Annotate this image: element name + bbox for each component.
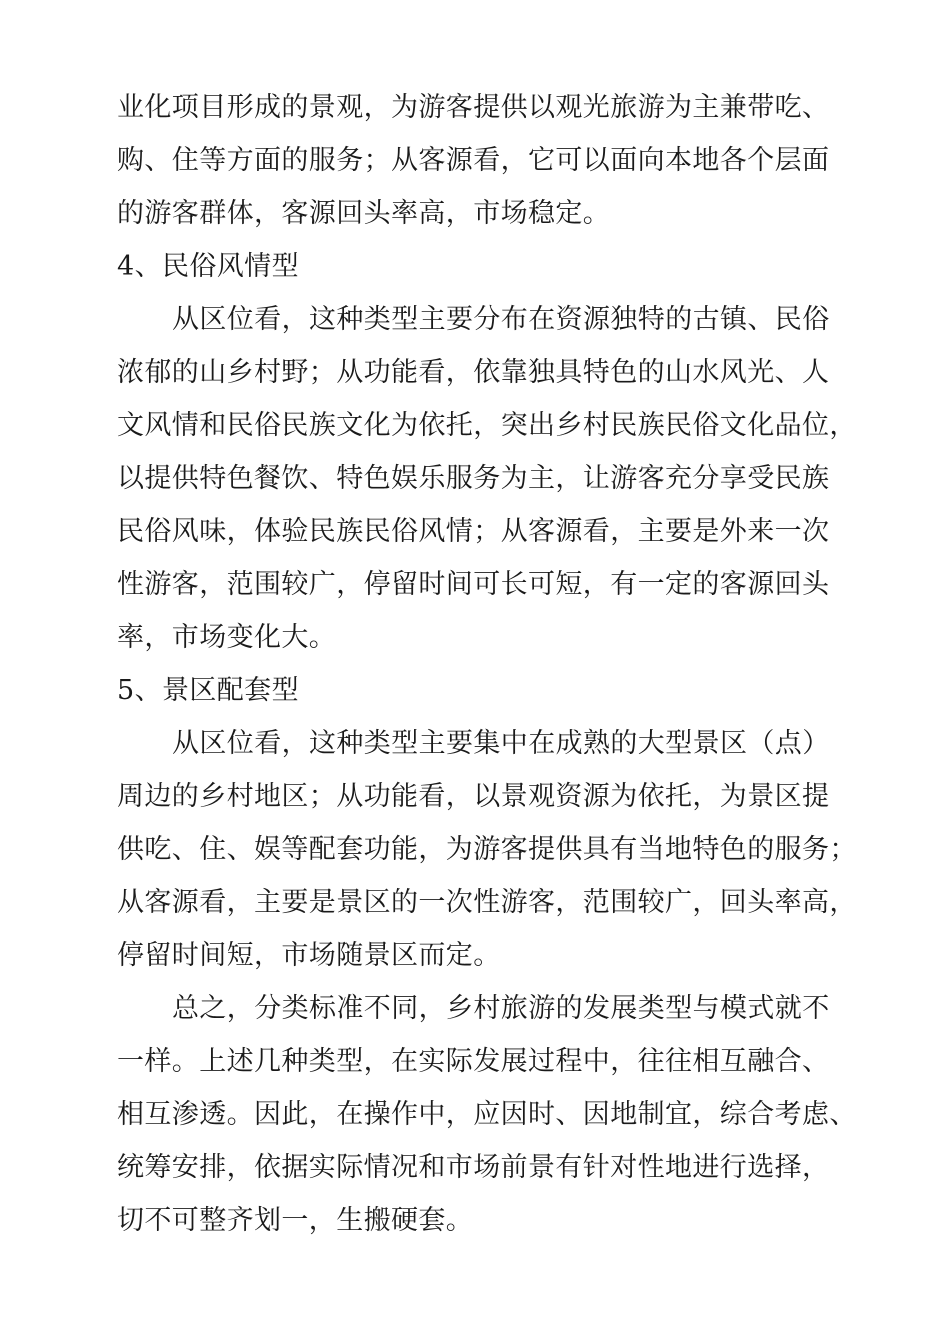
text-line: 购、住等方面的服务；从客源看，它可以面向本地各个层面	[117, 145, 830, 176]
text-line: 供吃、住、娱等配套功能，为游客提供具有当地特色的服务；	[117, 834, 857, 865]
text-line: 统筹安排，依据实际情况和市场前景有针对性地进行选择，	[117, 1152, 830, 1183]
text-line: 的游客群体，客源回头率高，市场稳定。	[117, 198, 611, 229]
text-line: 切不可整齐划一，生搬硬套。	[117, 1205, 474, 1236]
text-line: 浓郁的山乡村野；从功能看，依靠独具特色的山水风光、人	[117, 357, 830, 388]
text-line: 相互渗透。因此，在操作中，应因时、因地制宜，综合考虑、	[117, 1099, 857, 1130]
text-line: 性游客，范围较广，停留时间可长可短，有一定的客源回头	[117, 569, 830, 600]
text-line: 文风情和民俗民族文化为依托，突出乡村民族民俗文化品位，	[117, 410, 857, 441]
section-heading: 5、景区配套型	[117, 675, 299, 706]
text-line: 率，市场变化大。	[117, 622, 337, 653]
text-line: 一样。上述几种类型，在实际发展过程中，往往相互融合、	[117, 1046, 830, 1077]
text-line: 停留时间短，市场随景区而定。	[117, 940, 501, 971]
text-line: 从客源看，主要是景区的一次性游客，范围较广，回头率高，	[117, 887, 857, 918]
text-line: 民俗风味，体验民族民俗风情；从客源看，主要是外来一次	[117, 516, 830, 547]
text-line: 业化项目形成的景观，为游客提供以观光旅游为主兼带吃、	[117, 92, 830, 123]
paragraph-first-line: 从区位看，这种类型主要分布在资源独特的古镇、民俗	[172, 304, 830, 335]
text-line: 周边的乡村地区；从功能看，以景观资源为依托，为景区提	[117, 781, 830, 812]
paragraph-first-line: 从区位看，这种类型主要集中在成熟的大型景区（点）	[172, 728, 830, 759]
text-line: 以提供特色餐饮、特色娱乐服务为主，让游客充分享受民族	[117, 463, 830, 494]
paragraph-first-line: 总之，分类标准不同，乡村旅游的发展类型与模式就不	[172, 993, 830, 1024]
section-heading: 4、民俗风情型	[117, 251, 299, 282]
